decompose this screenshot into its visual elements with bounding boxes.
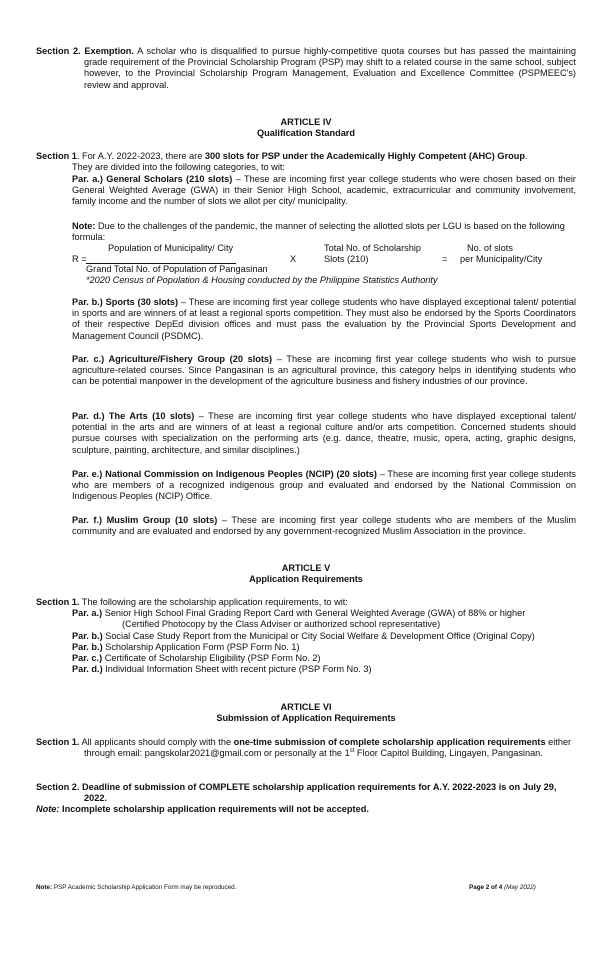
section-2-label: Section 2. Exemption. [36,46,134,56]
par-b-text: – These are incoming first year college students who have displayed exceptional talent/ potential in sports and are winners of at least a regional sports competition. They must also be endorsed by the Sports Coordinators of their respective DepEd division offices and must pass the evaluation by the Provincial Sports Development and Management Council (PSDMC). [72,297,576,341]
article-5-subtitle: Application Requirements [249,574,363,584]
requirement-item [72,653,596,664]
requirement-text: Scholarship Application Form (PSP Form No. 1) [102,641,300,652]
article-6-subtitle: Submission of Application Requirements [216,713,396,723]
a6-sec1-b: one-time submission of complete scholarship application requirements [233,737,546,747]
par-c-text: – These are incoming first year college students who wish to pursue agriculture-related courses. Since Pangasinan is an agricultural province, this category helps in identifying students who can be potential manpower in the development of the agriculture business and fishery industries of our province. [72,354,576,387]
a4-sec1-d: They are divided into the following categories, to wit: [72,162,285,173]
article-5-title: ARTICLE V [281,563,331,573]
requirement-label: Par. c.) [72,653,103,664]
requirement-text: Social Case Study Report from the Municipal or City Social Welfare & Development Office (Original Copy) [102,630,535,641]
a6-note-label: Note: [36,804,60,815]
formula-denominator: Grand Total No. of Population of Pangasinan [86,264,268,274]
formula-total-1: Total No. of Scholarship [324,243,422,253]
section-2-text: A scholar who is disqualified to pursue highly-competitive quota courses but has passed the maintaining grade requirement of the Provincial Scholarship Program (PSP) may shift to a related course in the same school, subject however, to the Provincial Scholarship Program Management, Evaluation and Excellence Committee (PSPMEEC's) review and approval. [84,46,577,90]
paragraph-e [72,469,576,503]
par-d-label: Par. d.) The Arts (10 slots) [72,411,195,421]
note-label: Note: [72,221,96,231]
par-f-label: Par. f.) Muslim Group (10 slots) [72,515,218,525]
formula-equals: = [442,254,448,264]
formula-note [72,221,576,243]
formula-x: X [290,254,297,264]
a6-sec1-label: Section 1. [36,737,80,747]
a5-sec1-label: Section 1. [36,597,80,607]
requirement-label: Par. a.) [72,608,103,619]
requirement-item [72,642,596,653]
footer-note-text: PSP Academic Scholarship Application Form may be reproduced. [52,884,237,891]
par-e-label: Par. e.) National Commission on Indigenous Peoples (NCIP) (20 slots) [72,469,377,479]
requirement-text: Individual Information Sheet with recent picture (PSP Form No. 3) [102,664,372,675]
par-a-text: – These are incoming first year college students who were chosen based on their General Weighted Average (GWA) in their Senior High School, academic, extracurricular and community involvement, family income and the number of slots we allot per city/ municipality. [72,174,576,207]
a6-note-text: Incomplete scholarship application requirements will not be accepted. [59,804,369,815]
article-4-subtitle: Qualification Standard [256,128,355,138]
article-6-section-1 [36,737,578,759]
par-d-text: – These are incoming first year college students who have displayed exceptional talent/ potential in the arts and are winners of at least a regional culture and/or arts competition. Concerned students should pursue courses with specialization on the performing arts (e.g. dance, theatre, music, opera, acting, graphic designs, sculpture, painting, architecture, and similar disciplines.) [72,411,576,455]
requirement-label: Par. d.) [72,664,103,675]
article-5-section-1 [36,597,596,675]
a6-sec1-sup: st [349,748,355,755]
paragraph-a [72,174,576,208]
requirement-text: Certificate of Scholarship Eligibility (PSP Form No. 2) [102,653,321,664]
a6-sec1-c: either through email: pangskolar2021@gmail.com or personally at the 1 [84,737,572,759]
article-4-section-1 [36,151,576,173]
a6-sec1-a: All applicants should comply with the [79,737,234,747]
paragraph-f [72,515,576,537]
a4-sec1-a: . For A.Y. 2022-2023, there are [76,151,205,161]
requirement-item [72,631,596,642]
paragraph-c [72,354,576,388]
note-text: Due to the challenges of the pandemic, the manner of selecting the allotted slots per LGU is based on the following formula: [72,221,565,243]
a5-sec1-text: The following are the scholarship application requirements, to wit: [79,597,348,607]
par-b-label: Par. b.) Sports (30 slots) [72,297,179,307]
a4-sec1-c: . [524,151,528,161]
footer-date: (May 2022) [502,884,536,891]
requirement-item [72,608,596,619]
requirement-label: Par. b.) [72,630,103,641]
footer-note-label: Note: [36,884,53,891]
formula-total-2: Slots (210) [324,254,369,264]
section-2-exemption [36,46,576,91]
article-4-title: ARTICLE IV [280,117,332,127]
footer-page-number [469,884,536,892]
a6-sec2-text: Section 2. Deadline of submission of COMPLETE scholarship application requirements for A.Y. 2022-2023 is on July 29, 2022. [36,782,557,804]
paragraph-b [72,297,576,342]
article-6-section-2 [36,782,578,816]
formula-numerator: Population of Municipality/ City [108,243,234,253]
article-6-title: ARTICLE VI [280,702,332,712]
footer-note [36,884,236,892]
formula-slots-1: No. of slots [467,243,513,253]
requirement-label: Par. b.) [72,641,103,652]
par-c-label: Par. c.) Agriculture/Fishery Group (20 slots) [72,354,273,364]
formula-r: R = [72,254,87,264]
a4-sec1-b: 300 slots for PSP under the Academically Highly Competent (AHC) Group [204,151,525,161]
par-a-label: Par. a.) General Scholars (210 slots) [72,174,233,184]
a4-sec1-label: Section 1 [36,151,77,161]
census-note: *2020 Census of Population & Housing conducted by the Philippine Statistics Authority [86,275,438,285]
requirement-a-continuation: (Certified Photocopy by the Class Adviser or authorized school representative) [122,619,441,630]
requirement-item [72,664,596,675]
paragraph-d [72,411,576,456]
par-f-text: – These are incoming first year college students who are members of the Muslim community and are evaluated and endorsed by any government-recognized Muslim Association in the province. [72,515,576,537]
a6-sec1-d: Floor Capitol Building, Lingayen, Pangasinan. [354,748,543,759]
formula-slots-2: per Municipality/City [460,254,543,264]
footer-page: Page 2 of 4 [469,884,503,891]
par-e-text: – These are incoming first year college students who are members of a recognized indigenous group and evaluated and endorsed by the National Commission on Indigenous Peoples (NCIP) Office. [72,469,576,502]
requirement-text: Senior High School Final Grading Report Card with General Weighted Average (GWA) of 88% or higher [102,608,526,619]
